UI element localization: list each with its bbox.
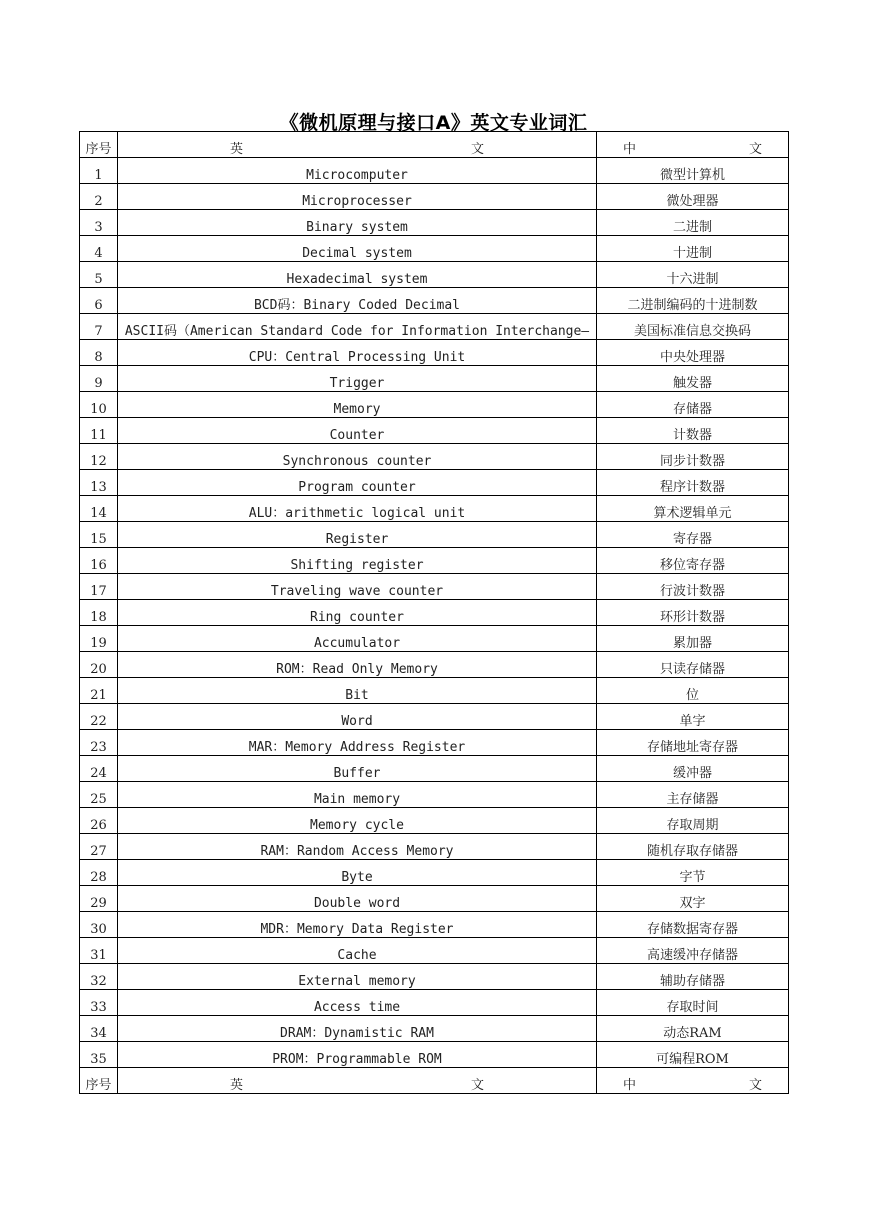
row-chinese-term: 单字 [597,704,789,730]
row-english-term: BCD码：Binary Coded Decimal [118,288,597,314]
vocabulary-table [79,131,789,1094]
row-chinese-term: 计数器 [597,418,789,444]
table-row [80,210,789,236]
table-row [80,314,789,340]
footer-chinese [597,1068,789,1094]
row-chinese-term: 累加器 [597,626,789,652]
row-english-term: Word [118,704,597,730]
table-row [80,1016,789,1042]
row-number: 5 [80,262,118,288]
row-number: 32 [80,964,118,990]
table-row [80,678,789,704]
row-number: 24 [80,756,118,782]
row-chinese-term: 算术逻辑单元 [597,496,789,522]
row-english-term: Traveling wave counter [118,574,597,600]
row-english-term: Access time [118,990,597,1016]
row-chinese-term: 主存储器 [597,782,789,808]
row-number: 10 [80,392,118,418]
row-chinese-term: 十六进制 [597,262,789,288]
row-english-term: External memory [118,964,597,990]
table-row [80,834,789,860]
row-english-term: Accumulator [118,626,597,652]
footer-english-right: 文 [470,1078,484,1093]
table-row [80,704,789,730]
row-english-term: Decimal system [118,236,597,262]
table-row [80,938,789,964]
table-row [80,548,789,574]
row-english-term: Hexadecimal system [118,262,597,288]
table-row [80,288,789,314]
table-row [80,756,789,782]
row-number: 9 [80,366,118,392]
table-row [80,1042,789,1068]
row-number: 25 [80,782,118,808]
row-english-term: ALU：arithmetic logical unit [118,496,597,522]
row-number: 3 [80,210,118,236]
row-number: 35 [80,1042,118,1068]
row-number: 1 [80,158,118,184]
row-chinese-term: 移位寄存器 [597,548,789,574]
row-number: 22 [80,704,118,730]
row-chinese-term: 缓冲器 [597,756,789,782]
row-chinese-term: 存储数据寄存器 [597,912,789,938]
table-row [80,470,789,496]
table-row [80,912,789,938]
row-chinese-term: 动态RAM [597,1016,789,1042]
table-row [80,340,789,366]
row-chinese-term: 同步计数器 [597,444,789,470]
row-number: 29 [80,886,118,912]
row-english-term: Buffer [118,756,597,782]
table-row [80,366,789,392]
row-chinese-term: 二进制编码的十进制数 [597,288,789,314]
row-english-term: MDR：Memory Data Register [118,912,597,938]
table-row [80,236,789,262]
row-english-term: Binary system [118,210,597,236]
row-chinese-term: 存取周期 [597,808,789,834]
row-chinese-term: 存储器 [597,392,789,418]
table-row [80,990,789,1016]
row-chinese-term: 二进制 [597,210,789,236]
table-row [80,626,789,652]
row-number: 20 [80,652,118,678]
row-english-term: Bit [118,678,597,704]
row-chinese-term: 触发器 [597,366,789,392]
table-row [80,860,789,886]
footer-english-left: 英 [230,1078,244,1093]
table-row [80,964,789,990]
header-chinese-right: 文 [748,142,762,157]
row-number: 18 [80,600,118,626]
table-row [80,158,789,184]
row-number: 8 [80,340,118,366]
row-chinese-term: 行波计数器 [597,574,789,600]
row-english-term: ROM：Read Only Memory [118,652,597,678]
header-english-right: 文 [470,142,484,157]
row-number: 12 [80,444,118,470]
row-english-term: Memory cycle [118,808,597,834]
row-chinese-term: 寄存器 [597,522,789,548]
table-row [80,496,789,522]
row-number: 6 [80,288,118,314]
row-english-term: MAR：Memory Address Register [118,730,597,756]
row-number: 13 [80,470,118,496]
table-footer-row [80,1068,789,1094]
row-number: 31 [80,938,118,964]
row-number: 28 [80,860,118,886]
row-chinese-term: 微处理器 [597,184,789,210]
row-number: 27 [80,834,118,860]
row-english-term: Program counter [118,470,597,496]
row-english-term: Ring counter [118,600,597,626]
row-english-term: ASCII码（American Standard Code for Information Interchange— [118,314,597,340]
row-chinese-term: 辅助存储器 [597,964,789,990]
row-chinese-term: 十进制 [597,236,789,262]
row-chinese-term: 高速缓冲存储器 [597,938,789,964]
row-number: 33 [80,990,118,1016]
row-english-term: Double word [118,886,597,912]
row-chinese-term: 微型计算机 [597,158,789,184]
row-number: 14 [80,496,118,522]
row-chinese-term: 中央处理器 [597,340,789,366]
row-number: 11 [80,418,118,444]
row-english-term: Memory [118,392,597,418]
row-chinese-term: 位 [597,678,789,704]
table-row [80,652,789,678]
table-row [80,886,789,912]
row-number: 16 [80,548,118,574]
table-row [80,782,789,808]
row-number: 17 [80,574,118,600]
row-chinese-term: 双字 [597,886,789,912]
row-number: 15 [80,522,118,548]
row-chinese-term: 字节 [597,860,789,886]
table-row [80,522,789,548]
row-english-term: Main memory [118,782,597,808]
row-number: 26 [80,808,118,834]
row-english-term: RAM：Random Access Memory [118,834,597,860]
header-chinese-left: 中 [623,142,637,157]
row-number: 19 [80,626,118,652]
row-chinese-term: 存取时间 [597,990,789,1016]
row-chinese-term: 程序计数器 [597,470,789,496]
header-english-left: 英 [230,142,244,157]
row-english-term: Counter [118,418,597,444]
row-english-term: Microprocesser [118,184,597,210]
row-chinese-term: 环形计数器 [597,600,789,626]
footer-chinese-right: 文 [748,1078,762,1093]
table-row [80,262,789,288]
table-row [80,574,789,600]
header-number: 序号 [80,132,118,158]
footer-chinese-left: 中 [623,1078,637,1093]
row-number: 34 [80,1016,118,1042]
row-english-term: Trigger [118,366,597,392]
page-title: 《微机原理与接口A》英文专业词汇 [279,112,588,134]
row-english-term: Byte [118,860,597,886]
row-number: 2 [80,184,118,210]
row-english-term: Synchronous counter [118,444,597,470]
table-row [80,184,789,210]
row-english-term: Register [118,522,597,548]
row-chinese-term: 只读存储器 [597,652,789,678]
row-english-term: PROM：Programmable ROM [118,1042,597,1068]
row-english-term: Microcomputer [118,158,597,184]
table-header-row [80,132,789,158]
row-chinese-term: 随机存取存储器 [597,834,789,860]
header-english [118,132,597,158]
row-number: 23 [80,730,118,756]
table-row [80,808,789,834]
table-row [80,600,789,626]
row-chinese-term: 美国标准信息交换码 [597,314,789,340]
row-chinese-term: 可编程ROM [597,1042,789,1068]
row-english-term: Cache [118,938,597,964]
table-row [80,418,789,444]
row-english-term: CPU：Central Processing Unit [118,340,597,366]
footer-english [118,1068,597,1094]
row-english-term: DRAM：Dynamistic RAM [118,1016,597,1042]
row-number: 4 [80,236,118,262]
footer-number: 序号 [80,1068,118,1094]
row-chinese-term: 存储地址寄存器 [597,730,789,756]
header-chinese [597,132,789,158]
table-row [80,730,789,756]
row-english-term: Shifting register [118,548,597,574]
table-row [80,392,789,418]
row-number: 30 [80,912,118,938]
row-number: 7 [80,314,118,340]
table-row [80,444,789,470]
row-number: 21 [80,678,118,704]
